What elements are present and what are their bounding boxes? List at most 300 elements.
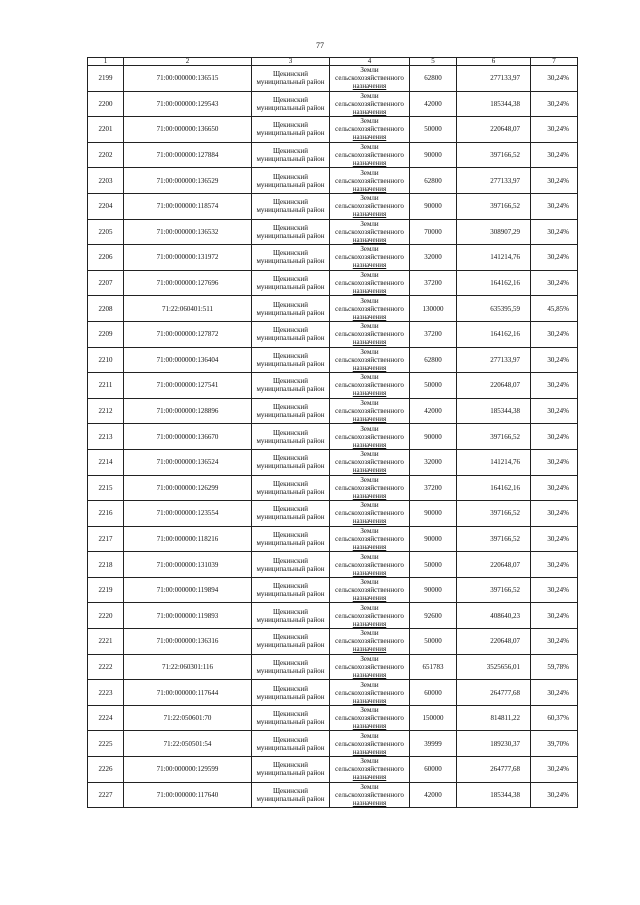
land-category-line: Земли	[360, 219, 379, 228]
rate-percent: 30,24%	[531, 449, 578, 475]
cadastral-number: 71:00:000000:128896	[124, 398, 252, 424]
rate-percent: 30,24%	[531, 91, 578, 117]
table-row	[88, 757, 578, 783]
district-line: Щекинский	[272, 710, 309, 719]
table-row	[88, 654, 578, 680]
land-category-line: назначения	[352, 287, 387, 296]
land-category-line: Земли	[360, 91, 379, 100]
land-category-line: назначения	[352, 133, 387, 142]
district-line: муниципальный район	[256, 334, 325, 343]
cadastral-number: 71:22:050501:54	[124, 731, 252, 757]
district-line: муниципальный район	[256, 436, 325, 445]
rate-percent: 30,24%	[531, 757, 578, 783]
table-row	[88, 296, 578, 322]
district-line: Щекинский	[272, 121, 309, 130]
district-line: муниципальный район	[256, 564, 325, 573]
cadastral-cost: 220648,07	[457, 552, 531, 578]
land-category-line: назначения	[352, 645, 387, 654]
row-number: 2201	[88, 117, 124, 143]
district-name	[252, 501, 330, 527]
cadastral-number: 71:00:000000:129543	[124, 91, 252, 117]
page-number: 77	[316, 41, 324, 50]
land-category-line: Земли	[360, 245, 379, 254]
land-category-line: сельскохозяйственного	[335, 662, 404, 671]
land-category-line: сельскохозяйственного	[335, 381, 404, 390]
row-number: 2209	[88, 321, 124, 347]
land-category-line: сельскохозяйственного	[335, 739, 404, 748]
rate-percent: 30,24%	[531, 398, 578, 424]
cadastral-number: 71:00:000000:117644	[124, 680, 252, 706]
area-value: 42000	[410, 91, 457, 117]
cadastral-cost: 220648,07	[457, 373, 531, 399]
district-name	[252, 552, 330, 578]
district-line: Щекинский	[272, 454, 309, 463]
district-line: Щекинский	[272, 172, 309, 181]
land-category	[330, 347, 410, 373]
land-category-line: Земли	[360, 399, 379, 408]
land-category-line: Земли	[360, 757, 379, 766]
land-category-line: сельскохозяйственного	[335, 304, 404, 313]
table-row	[88, 526, 578, 552]
district-line: муниципальный район	[256, 180, 325, 189]
cadastral-cost: 408640,23	[457, 603, 531, 629]
land-category	[330, 526, 410, 552]
cadastral-number: 71:00:000000:136404	[124, 347, 252, 373]
table-row	[88, 577, 578, 603]
land-category-line: назначения	[352, 415, 387, 424]
district-line: муниципальный район	[256, 743, 325, 752]
row-number: 2213	[88, 424, 124, 450]
land-category-line: Земли	[360, 322, 379, 331]
district-line: муниципальный район	[256, 78, 325, 87]
district-line: муниципальный район	[256, 231, 325, 240]
district-name	[252, 168, 330, 194]
land-category-line: сельскохозяйственного	[335, 432, 404, 441]
land-category	[330, 654, 410, 680]
land-category-line: Земли	[360, 117, 379, 126]
land-category-line: назначения	[352, 798, 387, 807]
district-name	[252, 526, 330, 552]
land-category-line: Земли	[360, 731, 379, 740]
district-name	[252, 731, 330, 757]
land-category-line: сельскохозяйственного	[335, 279, 404, 288]
district-name	[252, 449, 330, 475]
land-category-line: Земли	[360, 629, 379, 638]
district-name	[252, 705, 330, 731]
rate-percent: 30,24%	[531, 373, 578, 399]
cadastral-number: 71:00:000000:136650	[124, 117, 252, 143]
cadastral-number: 71:00:000000:129599	[124, 757, 252, 783]
row-number: 2199	[88, 66, 124, 92]
row-number: 2224	[88, 705, 124, 731]
area-value: 90000	[410, 424, 457, 450]
district-line: муниципальный район	[256, 718, 325, 727]
land-category-line: назначения	[352, 184, 387, 193]
land-category-line: назначения	[352, 517, 387, 526]
district-name	[252, 398, 330, 424]
district-line: Щекинский	[272, 582, 309, 591]
table-row	[88, 219, 578, 245]
table-row	[88, 782, 578, 808]
table-row	[88, 347, 578, 373]
land-category-line: назначения	[352, 670, 387, 679]
cadastral-cost: 220648,07	[457, 629, 531, 655]
district-line: Щекинский	[272, 658, 309, 667]
land-category-line: Земли	[360, 501, 379, 510]
area-value: 50000	[410, 117, 457, 143]
land-category-line: сельскохозяйственного	[335, 74, 404, 83]
land-category	[330, 142, 410, 168]
land-category	[330, 193, 410, 219]
district-line: Щекинский	[272, 275, 309, 284]
cadastral-cost: 141214,76	[457, 449, 531, 475]
land-category	[330, 475, 410, 501]
land-category	[330, 577, 410, 603]
area-value: 50000	[410, 629, 457, 655]
district-name	[252, 91, 330, 117]
row-number: 2221	[88, 629, 124, 655]
header-col-3: 3	[252, 58, 330, 66]
table-body	[88, 66, 578, 808]
cadastral-number: 71:00:000000:127872	[124, 321, 252, 347]
land-category	[330, 296, 410, 322]
area-value: 37200	[410, 270, 457, 296]
district-line: Щекинский	[272, 326, 309, 335]
cadastral-number: 71:00:000000:118574	[124, 193, 252, 219]
cadastral-cost: 635395,59	[457, 296, 531, 322]
land-category-line: сельскохозяйственного	[335, 125, 404, 134]
land-category-line: назначения	[352, 466, 387, 475]
cadastral-number: 71:00:000000:127541	[124, 373, 252, 399]
header-row	[88, 58, 578, 66]
district-name	[252, 629, 330, 655]
row-number: 2206	[88, 245, 124, 271]
table-row	[88, 603, 578, 629]
header-col-1: 1	[88, 58, 124, 66]
district-line: муниципальный район	[256, 692, 325, 701]
row-number: 2219	[88, 577, 124, 603]
land-category-line: назначения	[352, 568, 387, 577]
land-category-line: сельскохозяйственного	[335, 586, 404, 595]
area-value: 62800	[410, 347, 457, 373]
row-number: 2220	[88, 603, 124, 629]
header-col-2: 2	[124, 58, 252, 66]
table-row	[88, 142, 578, 168]
district-name	[252, 245, 330, 271]
land-category-line: сельскохозяйственного	[335, 458, 404, 467]
land-category-line: сельскохозяйственного	[335, 714, 404, 723]
row-number: 2218	[88, 552, 124, 578]
cadastral-cost: 397166,52	[457, 193, 531, 219]
row-number: 2225	[88, 731, 124, 757]
land-category-line: Земли	[360, 552, 379, 561]
area-value: 70000	[410, 219, 457, 245]
land-category-line: назначения	[352, 491, 387, 500]
rate-percent: 60,37%	[531, 705, 578, 731]
rate-percent: 30,24%	[531, 782, 578, 808]
land-category-line: Земли	[360, 603, 379, 612]
rate-percent: 30,24%	[531, 117, 578, 143]
rate-percent: 30,24%	[531, 245, 578, 271]
table-row	[88, 552, 578, 578]
rate-percent: 30,24%	[531, 501, 578, 527]
land-category	[330, 680, 410, 706]
cadastral-cost: 185344,38	[457, 398, 531, 424]
land-category	[330, 168, 410, 194]
table-row	[88, 66, 578, 92]
land-category-line: сельскохозяйственного	[335, 483, 404, 492]
row-number: 2216	[88, 501, 124, 527]
district-name	[252, 321, 330, 347]
land-category-line: Земли	[360, 578, 379, 587]
cadastral-number: 71:00:000000:118216	[124, 526, 252, 552]
table-row	[88, 270, 578, 296]
cadastral-cost: 397166,52	[457, 142, 531, 168]
land-category-line: сельскохозяйственного	[335, 611, 404, 620]
land-category-line: Земли	[360, 680, 379, 689]
district-line: Щекинский	[272, 198, 309, 207]
district-line: Щекинский	[272, 633, 309, 642]
district-name	[252, 66, 330, 92]
cadastral-number: 71:00:000000:117640	[124, 782, 252, 808]
land-category-line: Земли	[360, 450, 379, 459]
land-category-line: назначения	[352, 235, 387, 244]
rate-percent: 30,24%	[531, 347, 578, 373]
table-row	[88, 245, 578, 271]
cadastral-number: 71:22:050601:70	[124, 705, 252, 731]
district-line: Щекинский	[272, 761, 309, 770]
cadastral-cost: 164162,16	[457, 475, 531, 501]
header-col-5: 5	[410, 58, 457, 66]
district-name	[252, 680, 330, 706]
land-category-line: сельскохозяйственного	[335, 509, 404, 518]
cadastral-number: 71:00:000000:131039	[124, 552, 252, 578]
land-category-line: назначения	[352, 261, 387, 270]
row-number: 2207	[88, 270, 124, 296]
land-category-line: Земли	[360, 526, 379, 535]
district-name	[252, 603, 330, 629]
land-category-line: Земли	[360, 654, 379, 663]
cadastral-number: 71:00:000000:119893	[124, 603, 252, 629]
area-value: 60000	[410, 757, 457, 783]
table-row	[88, 373, 578, 399]
row-number: 2227	[88, 782, 124, 808]
rate-percent: 30,24%	[531, 321, 578, 347]
district-line: Щекинский	[272, 505, 309, 514]
cadastral-cost: 220648,07	[457, 117, 531, 143]
cadastral-number: 71:00:000000:136524	[124, 449, 252, 475]
land-category-line: Земли	[360, 143, 379, 152]
district-name	[252, 347, 330, 373]
cadastral-cost: 164162,16	[457, 321, 531, 347]
district-line: Щекинский	[272, 556, 309, 565]
district-line: Щекинский	[272, 428, 309, 437]
table-row	[88, 321, 578, 347]
land-category	[330, 449, 410, 475]
land-category-line: Земли	[360, 168, 379, 177]
row-number: 2215	[88, 475, 124, 501]
row-number: 2203	[88, 168, 124, 194]
land-category-line: сельскохозяйственного	[335, 227, 404, 236]
land-category	[330, 219, 410, 245]
district-line: муниципальный район	[256, 590, 325, 599]
land-category-line: Земли	[360, 706, 379, 715]
land-category	[330, 705, 410, 731]
district-line: муниципальный район	[256, 794, 325, 803]
row-number: 2226	[88, 757, 124, 783]
land-category-line: назначения	[352, 542, 387, 551]
district-line: Щекинский	[272, 70, 309, 79]
land-category-line: Земли	[360, 66, 379, 75]
land-category-line: Земли	[360, 194, 379, 203]
cadastral-number: 71:00:000000:136529	[124, 168, 252, 194]
row-number: 2210	[88, 347, 124, 373]
district-line: муниципальный район	[256, 538, 325, 547]
row-number: 2208	[88, 296, 124, 322]
cadastral-cost: 397166,52	[457, 501, 531, 527]
area-value: 150000	[410, 705, 457, 731]
district-name	[252, 219, 330, 245]
table-row	[88, 398, 578, 424]
district-line: муниципальный район	[256, 103, 325, 112]
cadastral-cost: 189230,37	[457, 731, 531, 757]
land-category-line: сельскохозяйственного	[335, 202, 404, 211]
area-value: 651783	[410, 654, 457, 680]
cadastral-cost: 164162,16	[457, 270, 531, 296]
table-row	[88, 629, 578, 655]
district-line: муниципальный район	[256, 385, 325, 394]
land-category-line: Земли	[360, 373, 379, 382]
land-category-line: назначения	[352, 389, 387, 398]
land-category-line: сельскохозяйственного	[335, 765, 404, 774]
district-line: Щекинский	[272, 249, 309, 258]
land-category-line: назначения	[352, 107, 387, 116]
table-row	[88, 91, 578, 117]
cadastral-cost: 264777,68	[457, 757, 531, 783]
cadastral-cost: 264777,68	[457, 680, 531, 706]
cadastral-number: 71:00:000000:131972	[124, 245, 252, 271]
cadastral-cost: 141214,76	[457, 245, 531, 271]
cadastral-cost: 277133,97	[457, 168, 531, 194]
district-name	[252, 142, 330, 168]
district-line: муниципальный район	[256, 641, 325, 650]
land-category	[330, 629, 410, 655]
area-value: 90000	[410, 193, 457, 219]
district-name	[252, 424, 330, 450]
land-category	[330, 398, 410, 424]
cadastral-cost: 277133,97	[457, 347, 531, 373]
district-line: муниципальный район	[256, 155, 325, 164]
district-line: муниципальный район	[256, 487, 325, 496]
district-line: муниципальный район	[256, 129, 325, 138]
district-line: муниципальный район	[256, 769, 325, 778]
area-value: 37200	[410, 321, 457, 347]
land-category-line: назначения	[352, 440, 387, 449]
district-name	[252, 373, 330, 399]
area-value: 42000	[410, 398, 457, 424]
land-category-line: сельскохозяйственного	[335, 99, 404, 108]
district-line: Щекинский	[272, 479, 309, 488]
area-value: 39999	[410, 731, 457, 757]
table-row	[88, 117, 578, 143]
table-row	[88, 731, 578, 757]
rate-percent: 30,24%	[531, 577, 578, 603]
area-value: 92600	[410, 603, 457, 629]
district-line: муниципальный район	[256, 359, 325, 368]
cadastral-number: 71:00:000000:136532	[124, 219, 252, 245]
row-number: 2200	[88, 91, 124, 117]
land-category-line: назначения	[352, 338, 387, 347]
table-row	[88, 193, 578, 219]
district-line: муниципальный район	[256, 462, 325, 471]
land-category-line: сельскохозяйственного	[335, 688, 404, 697]
rate-percent: 30,24%	[531, 142, 578, 168]
land-category-line: Земли	[360, 475, 379, 484]
district-name	[252, 193, 330, 219]
district-name	[252, 117, 330, 143]
row-number: 2211	[88, 373, 124, 399]
rate-percent: 30,24%	[531, 603, 578, 629]
rate-percent: 30,24%	[531, 629, 578, 655]
land-category	[330, 757, 410, 783]
area-value: 90000	[410, 501, 457, 527]
district-line: муниципальный район	[256, 206, 325, 215]
table-row	[88, 449, 578, 475]
area-value: 62800	[410, 66, 457, 92]
cadastral-cost: 814811,22	[457, 705, 531, 731]
table-row	[88, 680, 578, 706]
table-row	[88, 475, 578, 501]
rate-percent: 59,78%	[531, 654, 578, 680]
land-category-line: сельскохозяйственного	[335, 637, 404, 646]
land-category-line: Земли	[360, 782, 379, 791]
land-category-line: назначения	[352, 773, 387, 782]
rate-percent: 30,24%	[531, 168, 578, 194]
district-line: муниципальный район	[256, 283, 325, 292]
land-category-line: сельскохозяйственного	[335, 151, 404, 160]
cadastral-number: 71:00:000000:127696	[124, 270, 252, 296]
rate-percent: 45,85%	[531, 296, 578, 322]
row-number: 2222	[88, 654, 124, 680]
land-category-line: назначения	[352, 619, 387, 628]
district-line: муниципальный район	[256, 308, 325, 317]
rate-percent: 30,24%	[531, 270, 578, 296]
table-row	[88, 501, 578, 527]
cadastral-cost: 185344,38	[457, 782, 531, 808]
row-number: 2204	[88, 193, 124, 219]
district-line: муниципальный район	[256, 411, 325, 420]
land-category-line: сельскохозяйственного	[335, 790, 404, 799]
land-category-line: назначения	[352, 747, 387, 756]
land-category-line: Земли	[360, 296, 379, 305]
district-line: муниципальный район	[256, 615, 325, 624]
land-category-line: сельскохозяйственного	[335, 407, 404, 416]
header-col-6: 6	[457, 58, 531, 66]
land-category	[330, 245, 410, 271]
land-category-line: назначения	[352, 210, 387, 219]
cadastral-cost: 308907,29	[457, 219, 531, 245]
land-category	[330, 782, 410, 808]
area-value: 62800	[410, 168, 457, 194]
land-category-line: назначения	[352, 722, 387, 731]
rate-percent: 30,24%	[531, 680, 578, 706]
cadastral-number: 71:00:000000:136515	[124, 66, 252, 92]
cadastral-number: 71:00:000000:123554	[124, 501, 252, 527]
cadastral-number: 71:22:060301:116	[124, 654, 252, 680]
row-number: 2223	[88, 680, 124, 706]
cadastral-number: 71:00:000000:126299	[124, 475, 252, 501]
area-value: 32000	[410, 449, 457, 475]
